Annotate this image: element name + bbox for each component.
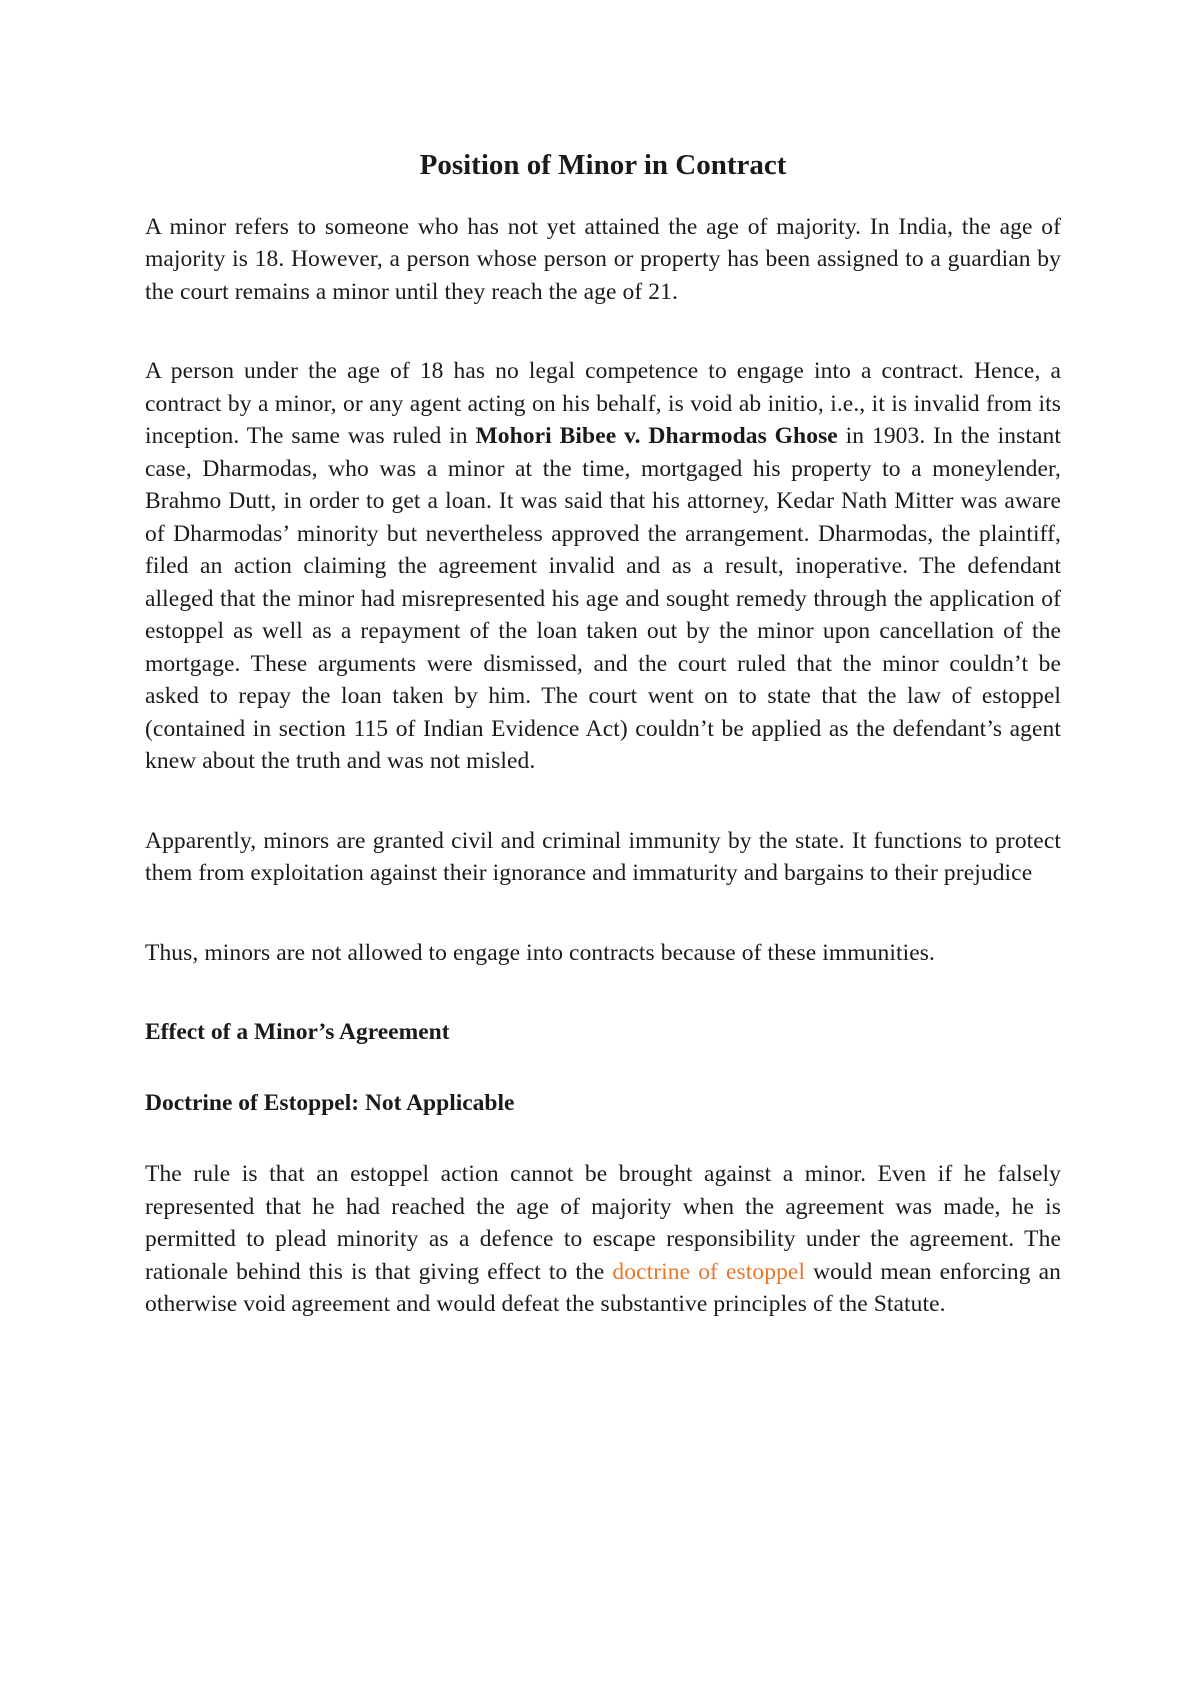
paragraph-minor-definition: A minor refers to someone who has not yet attained the age of majority. In India, the age of majority is 18. However, a person whose person or property has been assigned to a guardian by the court remains a minor until they reach the age of 21. <box>145 213 1061 305</box>
document-body <box>145 148 1061 1368</box>
paragraph-conclusion: Thus, minors are not allowed to engage into contracts because of these immunities. <box>145 939 936 966</box>
paragraph-text: in 1903. In the instant case, Dharmodas, who was a minor at the time, mortgaged his property to a moneylender, Brahmo Dutt, in order to get a loan. It was said that his attorney, Kedar Nath Mitter was aware of Dharmodas’ minority but nevertheless approved the arrangement. Dharmodas, the plaintiff, filed an action claiming the agreement invalid and as a result, inoperative. The defendant alleged that the minor had misrepresented his age and sought remedy through the application of estoppel as well as a repayment of the loan taken out by the minor upon cancellation of the mortgage. These arguments were dismissed, and the court ruled that the minor couldn’t be asked to repay the loan taken by him. The court went on to state that the law of estoppel (contained in section 115 of Indian Evidence Act) couldn’t be applied as the defendant’s agent knew about the truth and was not misled. <box>145 423 1061 775</box>
page-title: Position of Minor in Contract <box>419 149 787 181</box>
paragraph-legal-competence <box>145 355 1061 778</box>
paragraph-immunity: Apparently, minors are granted civil and criminal immunity by the state. It functions to protect them from exploitation against their ignorance and immaturity and bargains to their prejudice <box>145 827 1061 887</box>
paragraph-text: would mean enforcing an otherwise void agreement and would defeat the substantive principles of the Statute. <box>145 1258 1061 1318</box>
paragraph-estoppel-rule <box>145 1158 1061 1321</box>
case-name: Mohori Bibee v. Dharmodas Ghose <box>475 423 838 450</box>
paragraph-text: The rule is that an estoppel action cannot be brought against a minor. Even if he falsely represented that he had reached the age of majority when the agreement was made, he is permitted to plead minority as a defence to escape responsibility under the agreement. The rationale behind this is that giving effect to the <box>145 1161 1061 1285</box>
section-heading-estoppel: Doctrine of Estoppel: Not Applicable <box>145 1090 515 1117</box>
section-heading-effect: Effect of a Minor’s Agreement <box>145 1019 450 1046</box>
paragraph-text: A person under the age of 18 has no legal competence to engage into a contract. Hence, a contract by a minor, or any agent acting on his behalf, is void ab initio, i.e., it is invalid from its inception. The same was ruled in <box>145 358 1061 450</box>
doctrine-of-estoppel-link[interactable]: doctrine of estoppel <box>612 1258 806 1285</box>
